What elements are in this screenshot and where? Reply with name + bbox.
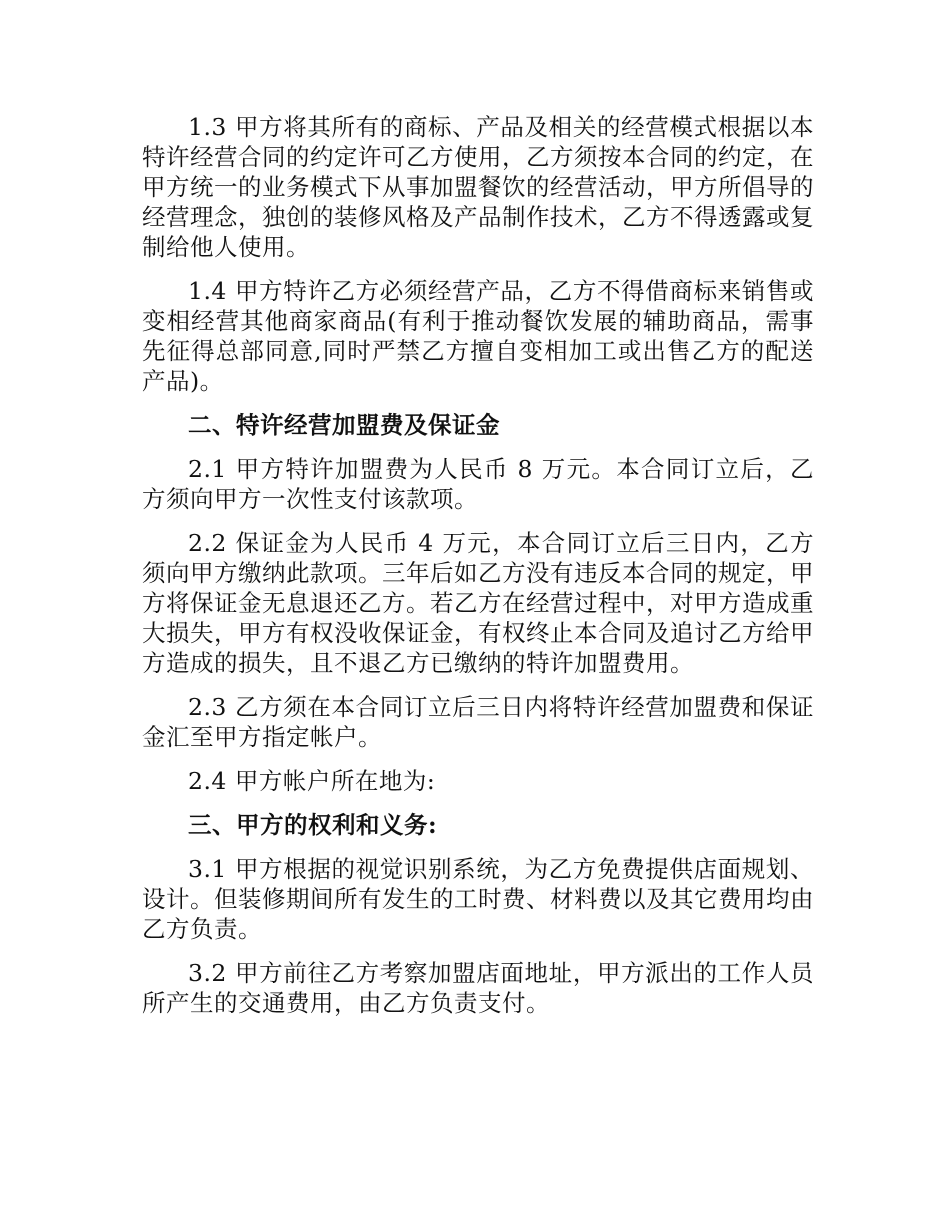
section-3-heading: 三、甲方的权利和义务: — [188, 811, 438, 839]
clause-3-1: 3.1 甲方根据的视觉识别系统，为乙方免费提供店面规划、设计。但装修期间所有发生的工时费、材料费以及其它费用均由乙方负责。 — [142, 855, 814, 943]
clause-2-2: 2.2 保证金为人民币 4 万元，本合同订立后三日内，乙方须向甲方缴纳此款项。三年后如乙方没有违反本合同的规定，甲方将保证金无息退还乙方。若乙方在经营过程中，对甲方造成重大损失，甲方有权没收保证金，有权终止本合同及追讨乙方给甲方造成的损失，且不退乙方已缴纳的特许加盟费用。 — [142, 529, 814, 677]
clause-3-2: 3.2 甲方前往乙方考察加盟店面地址，甲方派出的工作人员所产生的交通费用，由乙方负责支付。 — [142, 959, 814, 1017]
clause-1-4: 1.4 甲方特许乙方必须经营产品，乙方不得借商标来销售或变相经营其他商家商品(有利于推动餐饮发展的辅助商品，需事先征得总部同意,同时严禁乙方擅自变相加工或出售乙方的配送产品)。 — [142, 277, 814, 395]
clause-2-3: 2.3 乙方须在本合同订立后三日内将特许经营加盟费和保证金汇至甲方指定帐户。 — [142, 693, 814, 751]
clause-1-3: 1.3 甲方将其所有的商标、产品及相关的经营模式根据以本特许经营合同的约定许可乙方使用，乙方须按本合同的约定，在甲方统一的业务模式下从事加盟餐饮的经营活动，甲方所倡导的经营理念，独创的装修风格及产品制作技术，乙方不得透露或复制给他人使用。 — [142, 113, 814, 261]
clause-2-1: 2.1 甲方特许加盟费为人民币 8 万元。本合同订立后，乙方须向甲方一次性支付该款项。 — [142, 455, 814, 513]
section-2-heading: 二、特许经营加盟费及保证金 — [188, 411, 500, 439]
clause-2-4: 2.4 甲方帐户所在地为: — [188, 767, 436, 795]
contract-page — [142, 112, 814, 1032]
